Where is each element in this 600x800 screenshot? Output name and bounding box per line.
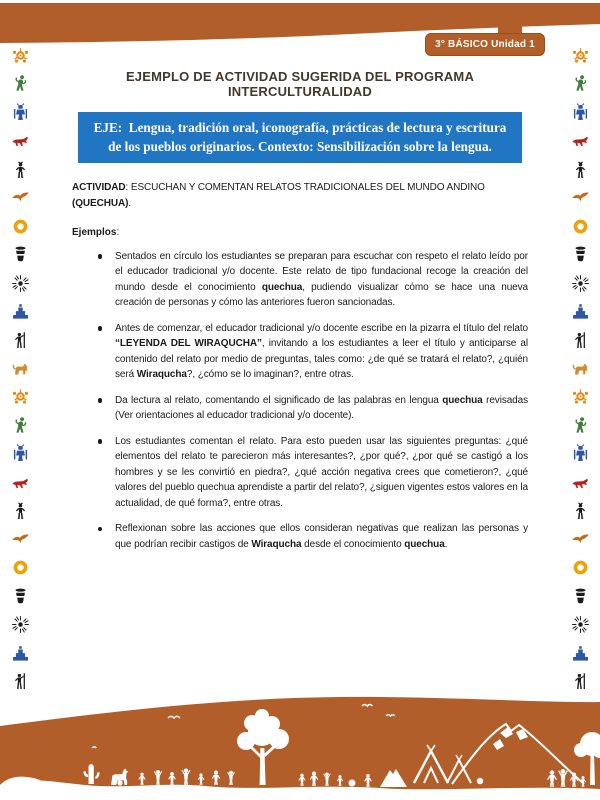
andean-deity-icon bbox=[11, 103, 30, 122]
monkey-icon bbox=[11, 74, 30, 93]
ring-icon bbox=[11, 558, 30, 577]
icon-column-right bbox=[560, 46, 600, 691]
condor-icon bbox=[11, 188, 30, 207]
chakana-sun-icon bbox=[571, 387, 590, 406]
chakana-sun-icon bbox=[11, 46, 30, 65]
fox-icon bbox=[11, 131, 30, 150]
chakana-sun-icon bbox=[11, 387, 30, 406]
chakana-sun-icon bbox=[571, 46, 590, 65]
stepped-temple-icon bbox=[11, 644, 30, 663]
puma-icon bbox=[571, 359, 590, 378]
monkey-icon bbox=[571, 416, 590, 435]
ceremonial-vessel-icon bbox=[571, 245, 590, 264]
activity-line: ACTIVIDAD: ESCUCHAN Y COMENTAN RELATOS TRADICIONALES DEL MUNDO ANDINO (QUECHUA). bbox=[72, 182, 485, 209]
condor-icon bbox=[571, 530, 590, 549]
condor-icon bbox=[11, 530, 30, 549]
monkey-icon bbox=[571, 74, 590, 93]
stepped-temple-icon bbox=[11, 302, 30, 321]
warrior-figure-icon bbox=[11, 160, 30, 179]
main-content bbox=[62, 60, 538, 562]
warrior-figure-icon bbox=[571, 160, 590, 179]
ceremonial-vessel-icon bbox=[11, 245, 30, 264]
footer-illustration bbox=[0, 688, 600, 800]
andean-deity-icon bbox=[11, 444, 30, 463]
eje-box bbox=[78, 112, 522, 163]
ring-icon bbox=[11, 217, 30, 236]
radiant-sun-icon bbox=[571, 274, 590, 293]
andean-deity-icon bbox=[571, 444, 590, 463]
ceremonial-vessel-icon bbox=[571, 587, 590, 606]
fox-icon bbox=[11, 473, 30, 492]
radiant-sun-icon bbox=[571, 615, 590, 634]
bullet-item-2: Antes de comenzar, el educador tradicional y/o docente escribe en la pizarra el título del relato “LEYENDA DEL WIRAQUCHA”, invitando a los estudiantes a leer el título y anticiparse al contenido del relato por medio de preguntas, tales como: ¿de qué se tratará el relato?, ¿quién será Wiraqucha?, ¿cómo se lo imaginan?, entre otras. bbox=[72, 321, 538, 383]
bullet-item-3: Da lectura al relato, comentando el significado de las palabras en lengua quechua revisadas (Ver orientaciones al educador tradicional y/o docente). bbox=[72, 393, 538, 424]
radiant-sun-icon bbox=[11, 615, 30, 634]
puma-icon bbox=[11, 359, 30, 378]
warrior-figure-icon bbox=[571, 501, 590, 520]
shaman-figure-icon bbox=[11, 331, 30, 350]
fox-icon bbox=[571, 473, 590, 492]
bullet-item-4: Los estudiantes comentan el relato. Para esto pueden usar las siguientes preguntas: ¿qué elementos del relato te parecieron más interesantes?, ¿por qué?, ¿por qué se castigó a los hombres y se les convirtió en piedra?, ¿qué acción negativa crees que cometieron?, ¿qué valores del pueblo quechua aprendiste a partir del relato?, ¿siguen vigentes estos valores en la actualidad, de qué forma?, entre otras. bbox=[72, 434, 538, 512]
unit-badge bbox=[425, 33, 545, 56]
condor-icon bbox=[571, 188, 590, 207]
fox-icon bbox=[571, 131, 590, 150]
stepped-temple-icon bbox=[571, 644, 590, 663]
eje-box-text: EJE: Lengua, tradición oral, iconografía, prácticas de lectura y escritura de los pueblos originarios. Contexto: Sensibilización sobre la lengua. bbox=[93, 120, 507, 154]
bullet-list bbox=[72, 249, 538, 553]
warrior-figure-icon bbox=[11, 501, 30, 520]
monkey-icon bbox=[11, 416, 30, 435]
shaman-figure-icon bbox=[571, 331, 590, 350]
andean-deity-icon bbox=[571, 103, 590, 122]
icon-column-left bbox=[0, 46, 40, 691]
stepped-temple-icon bbox=[571, 302, 590, 321]
radiant-sun-icon bbox=[11, 274, 30, 293]
bullet-item-5: Reflexionan sobre las acciones que ellos consideran negativas que realizan las personas y que podrían recibir castigos de Wiraqucha desde el conocimiento quechua. bbox=[72, 521, 538, 552]
page-title: EJEMPLO DE ACTIVIDAD SUGERIDA DEL PROGRAMA INTERCULTURALIDAD bbox=[125, 69, 475, 99]
bullet-item-1: Sentados en círculo los estudiantes se preparan para escuchar con respeto el relato leído por el educador tradicional y/o docente. Este relato de tipo fundacional recoge la creación del mundo desde el conocimiento quechua, pudiendo visualizar cómo se hace una nueva creación de personas y cómo las anteriores fueron sancionadas. bbox=[72, 249, 538, 311]
ring-icon bbox=[571, 558, 590, 577]
ceremonial-vessel-icon bbox=[11, 587, 30, 606]
ring-icon bbox=[571, 217, 590, 236]
unit-badge-label: 3° BÁSICO Unidad 1 bbox=[435, 39, 535, 50]
examples-heading: Ejemplos: bbox=[72, 227, 120, 239]
